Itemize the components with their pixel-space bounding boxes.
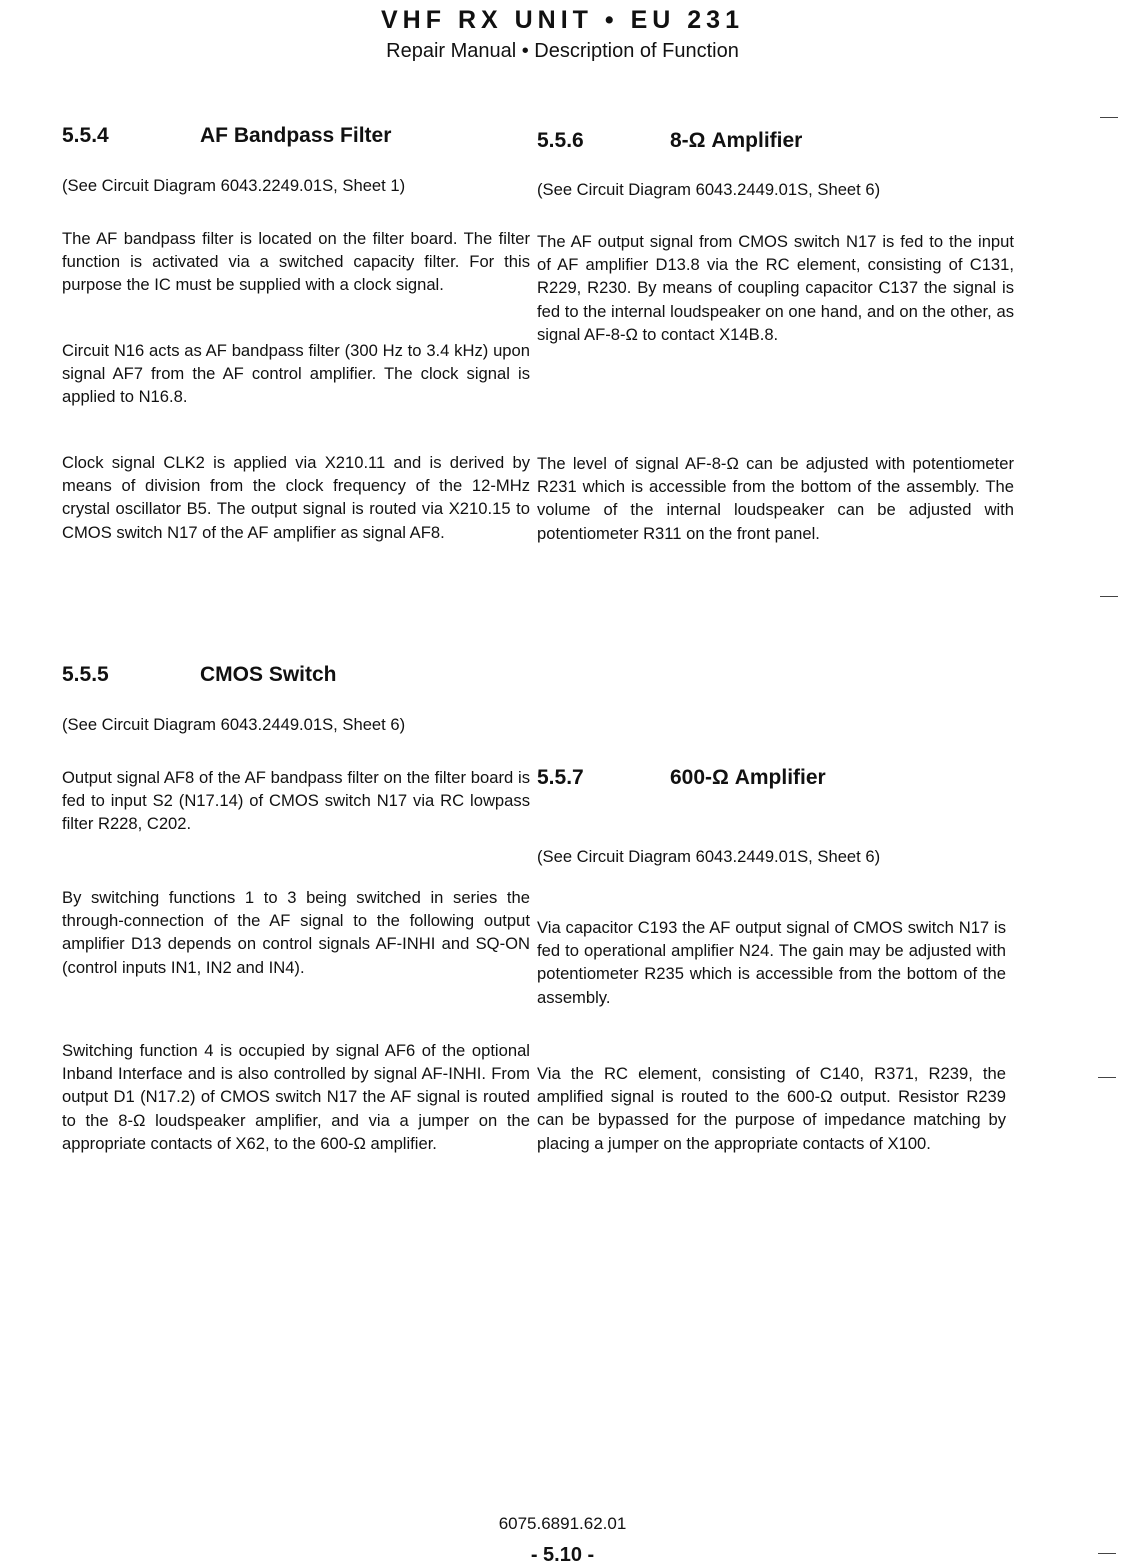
paragraph: Via capacitor C193 the AF output signal of CMOS switch N17 is fed to operational amplifier N24. The gain may be adjusted with potentiometer R235 which is accessible from the bottom of the assembly. (537, 918, 1006, 1007)
document-title: VHF RX UNIT • EU 231 (381, 6, 744, 34)
section-title: AF Bandpass Filter (200, 124, 392, 147)
section-title: 8-Ω Amplifier (670, 129, 803, 152)
paragraph: By switching functions 1 to 3 being switched in series the through-connection of the AF signal to the following output amplifier D13 depends on control signals AF-INHI and SQ-ON (control inputs IN1, IN2 and IN4). (62, 888, 530, 977)
paragraph: Clock signal CLK2 is applied via X210.11 and is derived by means of division from the clock frequency of the 12-MHz crystal oscillator B5. The output signal is routed via X210.15 to CMOS switch N17 of the AF amplifier as signal AF8. (62, 453, 530, 542)
scan-margin-mark (1098, 1077, 1116, 1078)
circuit-diagram-reference: (See Circuit Diagram 6043.2449.01S, Sheet 6) (537, 847, 881, 866)
section-number: 5.5.7 (537, 766, 584, 789)
circuit-diagram-reference: (See Circuit Diagram 6043.2449.01S, Sheet 6) (62, 715, 406, 734)
section-title: CMOS Switch (200, 663, 337, 686)
document-subtitle: Repair Manual • Description of Function (386, 40, 739, 62)
page-number: - 5.10 - (530, 1544, 595, 1566)
paragraph: Via the RC element, consisting of C140, R371, R239, the amplified signal is routed to the 600-Ω output. Resistor R239 can be bypassed for the purpose of impedance matching by placing a jumper on the appropriate contacts of X100. (537, 1064, 1006, 1153)
section-heading-5-5-4 (62, 124, 532, 152)
paragraph: The level of signal AF-8-Ω can be adjusted with potentiometer R231 which is accessible from the bottom of the assembly. The volume of the internal loudspeaker can be adjusted with potentiometer R311 on the front panel. (537, 454, 1014, 543)
section-number: 5.5.4 (62, 124, 109, 147)
scan-margin-mark (1100, 117, 1118, 118)
section-title: 600-Ω Amplifier (670, 766, 826, 789)
section-heading-5-5-5 (62, 663, 532, 691)
paragraph: Switching function 4 is occupied by signal AF6 of the optional Inband Interface and is also controlled by signal AF-INHI. From output D1 (N17.2) of CMOS switch N17 the AF signal is routed to the 8-Ω loudspeaker amplifier, and via a jumper on the appropriate contacts of X62, to the 600-Ω amplifier. (62, 1041, 530, 1153)
scan-margin-mark (1098, 1553, 1116, 1554)
section-number: 5.5.5 (62, 663, 109, 686)
paragraph: The AF bandpass filter is located on the filter board. The filter function is activated via a switched capacity filter. For this purpose the IC must be supplied with a clock signal. (62, 229, 530, 295)
paragraph: Circuit N16 acts as AF bandpass filter (300 Hz to 3.4 kHz) upon signal AF7 from the AF control amplifier. The clock signal is applied to N16.8. (62, 341, 530, 407)
scan-margin-mark (1100, 596, 1118, 597)
circuit-diagram-reference: (See Circuit Diagram 6043.2449.01S, Sheet 6) (537, 180, 881, 199)
section-heading-5-5-6 (537, 129, 1007, 157)
paragraph: Output signal AF8 of the AF bandpass filter on the filter board is fed to input S2 (N17.14) of CMOS switch N17 via RC lowpass filter R228, C202. (62, 768, 530, 834)
document-number: 6075.6891.62.01 (498, 1514, 627, 1533)
section-number: 5.5.6 (537, 129, 584, 152)
paragraph: The AF output signal from CMOS switch N17 is fed to the input of AF amplifier D13.8 via the RC element, consisting of C131, R229, R230. By means of coupling capacitor C137 the signal is fed to the internal loudspeaker on one hand, and on the other, as signal AF-8-Ω to contact X14B.8. (537, 232, 1014, 344)
section-heading-5-5-7 (537, 766, 1007, 794)
circuit-diagram-reference: (See Circuit Diagram 6043.2249.01S, Sheet 1) (62, 176, 406, 195)
